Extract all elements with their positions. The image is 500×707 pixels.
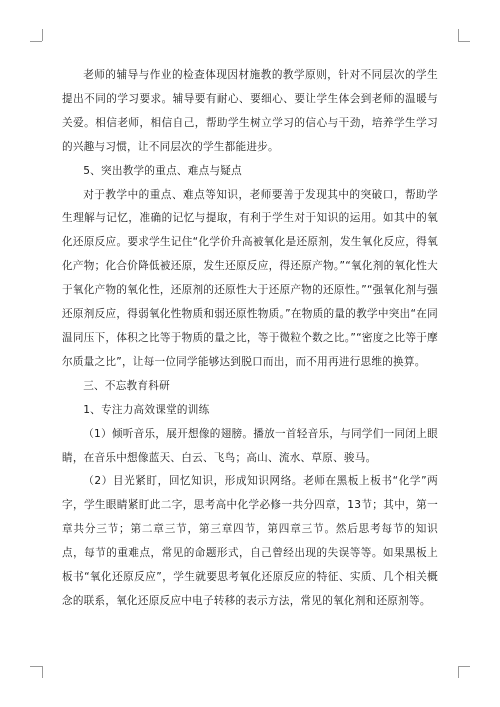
- crop-mark-top-right-vertical: [458, 29, 459, 41]
- crop-mark-bottom-right-vertical: [458, 666, 459, 678]
- document-body: [62, 64, 438, 614]
- crop-mark-bottom-right-horizontal: [458, 666, 470, 667]
- body-paragraph: （1）倾听音乐，展开想像的翅膀。播放一首轻音乐，与同学们一同闭上眼睛，在音乐中想像蓝天、白云、飞鸟；高山、流水、草原、骏马。: [62, 427, 438, 464]
- crop-mark-top-right-horizontal: [458, 41, 470, 42]
- crop-mark-bottom-left-horizontal: [30, 666, 42, 667]
- section-heading: 三、不忘教育科研: [83, 379, 170, 392]
- subsection-heading: 1、专注力高效课堂的训练: [83, 403, 210, 416]
- body-paragraph: （2）目光紧盯，回忆知识，形成知识网络。老师在黑板上板书“化学”两字，学生眼睛紧盯此二字，思考高中化学必修一共分四章，13节；其中，第一章共分三节；第二章三节，第三章四节，第四章三节。然后思考每节的知识点，每节的重难点，常见的命题形式，自己曾经出现的失误等等。如果黑板上板书“氧化还原反应”，学生就要思考氧化还原反应的特征、实质、几个相关概念的联系，氧化还原反应中电子转移的表示方法，常见的氧化剂和还原剂等。: [62, 475, 438, 607]
- crop-mark-bottom-left-vertical: [42, 666, 43, 678]
- crop-mark-top-left-horizontal: [30, 41, 42, 42]
- body-paragraph: 老师的辅导与作业的检查体现因材施教的教学原则，针对不同层次的学生提出不同的学习要求。辅导要有耐心、要细心、要让学生体会到老师的温暖与关爱。相信老师，相信自己，帮助学生树立学习的信心与干劲，培养学生学习的兴趣与习惯，让不同层次的学生都能进步。: [62, 69, 438, 153]
- body-paragraph: 对于教学中的重点、难点等知识，老师要善于发现其中的突破口，帮助学生理解与记忆，准确的记忆与提取，有利于学生对于知识的运用。如其中的氧化还原反应。要求学生记住“化学价升高被氧化是还原剂，发生氧化反应，得氧化产物；化合价降低被还原，发生还原反应，得还原产物。”“氧化剂的氧化性大于氧化产物的氧化性，还原剂的还原性大于还原产物的还原性。”“强氧化剂与强还原剂反应，得弱氧化性物质和弱还原性物质。”在物质的量的教学中突出“在同温同压下，体积之比等于物质的量之比，等于微粒个数之比。”“密度之比等于摩尔质量之比”，让每一位同学能够达到脱口而出，而不用再进行思维的换算。: [62, 188, 438, 368]
- crop-mark-top-left-vertical: [42, 29, 43, 41]
- section-heading: 5、突出教学的重点、难点与疑点: [83, 164, 242, 177]
